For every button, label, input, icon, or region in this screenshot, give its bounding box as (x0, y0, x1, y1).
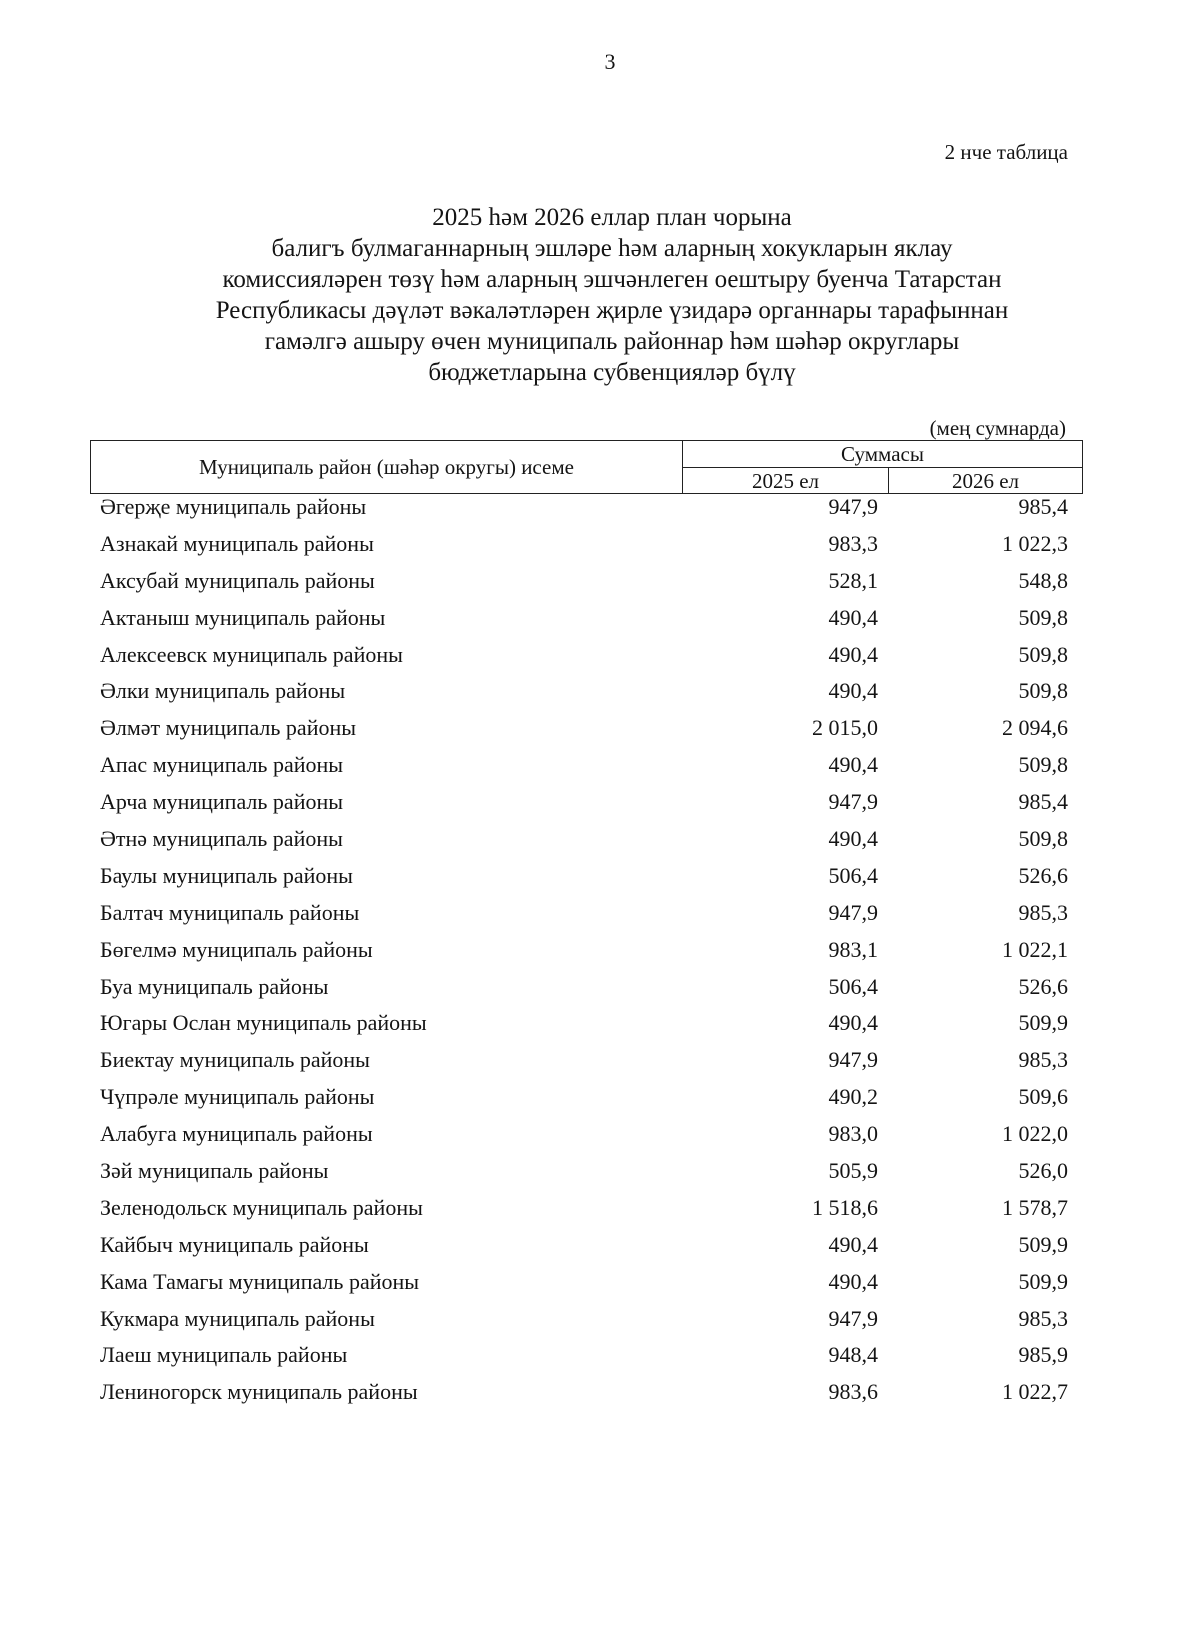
amount-2025: 947,9 (828, 1047, 878, 1073)
amount-2026: 509,8 (1018, 678, 1068, 704)
amount-2026: 509,8 (1018, 826, 1068, 852)
table-row (90, 789, 1082, 826)
amount-2025: 983,1 (828, 936, 878, 962)
amount-2026: 509,9 (1018, 1268, 1068, 1294)
amount-2026: 548,8 (1018, 567, 1068, 593)
amount-2025: 1 518,6 (812, 1194, 878, 1220)
table-body (90, 494, 1082, 1416)
amount-2025: 490,4 (828, 641, 878, 667)
table-row (90, 974, 1082, 1011)
table-row (90, 1379, 1082, 1416)
table-row (90, 826, 1082, 863)
table-row (90, 494, 1082, 531)
district-name: Лениногорск муниципаль районы (100, 1379, 418, 1405)
amount-2025: 490,4 (828, 752, 878, 778)
amount-2026: 1 578,7 (1002, 1194, 1068, 1220)
amount-2025: 490,4 (828, 1010, 878, 1036)
district-name: Кукмара муниципаль районы (100, 1305, 375, 1331)
amount-2026: 1 022,3 (1002, 530, 1068, 556)
table-row (90, 1084, 1082, 1121)
units-note: (мең сумнарда) (929, 416, 1066, 440)
district-name: Әлки муниципаль районы (100, 678, 346, 704)
table-row (90, 752, 1082, 789)
title-line: 2025 һәм 2026 еллар план чорына (432, 204, 792, 231)
amount-2026: 985,3 (1018, 1047, 1068, 1073)
district-name: Биектау муниципаль районы (100, 1047, 370, 1073)
amount-2025: 948,4 (828, 1342, 878, 1368)
table-row (90, 1306, 1082, 1343)
district-name: Азнакай муниципаль районы (100, 530, 374, 556)
amount-2025: 506,4 (828, 973, 878, 999)
district-name: Алабуга муниципаль районы (100, 1121, 373, 1147)
table-row (90, 1047, 1082, 1084)
amount-2026: 509,8 (1018, 641, 1068, 667)
amount-2026: 985,4 (1018, 494, 1068, 519)
district-name: Баулы муниципаль районы (100, 862, 353, 888)
table-row (90, 1010, 1082, 1047)
district-name: Әлмәт муниципаль районы (100, 715, 357, 741)
amount-2026: 985,9 (1018, 1342, 1068, 1368)
amount-2025: 490,4 (828, 1231, 878, 1257)
column-header-amount: Суммасы (683, 441, 1083, 468)
table-row (90, 1269, 1082, 1306)
table-row (90, 642, 1082, 679)
district-name: Югары Ослан муниципаль районы (100, 1010, 427, 1036)
amount-2026: 1 022,0 (1002, 1121, 1068, 1147)
table-row (90, 1342, 1082, 1379)
amount-2026: 1 022,7 (1002, 1379, 1068, 1405)
amount-2025: 490,4 (828, 604, 878, 630)
table-row (90, 1121, 1082, 1158)
district-name: Чүпрәле муниципаль районы (100, 1084, 375, 1110)
district-name: Актаныш муниципаль районы (100, 604, 386, 630)
amount-2025: 947,9 (828, 1305, 878, 1331)
amount-2025: 506,4 (828, 862, 878, 888)
amount-2026: 985,4 (1018, 789, 1068, 815)
amount-2026: 509,6 (1018, 1084, 1068, 1110)
amount-2026: 2 094,6 (1002, 715, 1068, 741)
district-name: Апас муниципаль районы (100, 752, 344, 778)
table-row (90, 1232, 1082, 1269)
district-name: Кама Тамагы муниципаль районы (100, 1268, 420, 1294)
title-line: балигъ булмаганнарның эшләре һәм аларның хокукларын яклау (271, 235, 953, 262)
title-line: гамәлгә ашыру өчен муниципаль районнар һәм шәһәр округлары (264, 328, 960, 355)
amount-2025: 2 015,0 (812, 715, 878, 741)
table-row (90, 715, 1082, 752)
table-row (90, 863, 1082, 900)
amount-2026: 526,6 (1018, 862, 1068, 888)
amount-2026: 509,8 (1018, 752, 1068, 778)
district-name: Лаеш муниципаль районы (100, 1342, 348, 1368)
table-row (90, 531, 1082, 568)
amount-2025: 490,4 (828, 678, 878, 704)
district-name: Бөгелмә муниципаль районы (100, 936, 373, 962)
district-name: Кайбыч муниципаль районы (100, 1231, 369, 1257)
amount-2026: 526,6 (1018, 973, 1068, 999)
title-line: комиссияләрен төзү һәм аларның эшчәнлеген оештыру буенча Татарстан (222, 266, 1002, 293)
amount-2025: 947,9 (828, 789, 878, 815)
district-name: Зеленодольск муниципаль районы (100, 1194, 423, 1220)
district-name: Буа муниципаль районы (100, 973, 329, 999)
table-header (90, 440, 1083, 494)
column-header-2025: 2025 ел (683, 468, 889, 494)
amount-2026: 985,3 (1018, 1305, 1068, 1331)
title-line: Республикасы дәүләт вәкаләтләрен җирле үзидарә органнары тарафыннан (215, 297, 1009, 324)
amount-2025: 490,4 (828, 826, 878, 852)
district-name: Балтач муниципаль районы (100, 899, 360, 925)
district-name: Алексеевск муниципаль районы (100, 641, 403, 667)
table-row (90, 605, 1082, 642)
table-row (90, 900, 1082, 937)
title-line: бюджетларына субвенцияләр бүлү (428, 359, 796, 386)
document-title (112, 202, 1112, 388)
amount-2025: 983,3 (828, 530, 878, 556)
amount-2025: 947,9 (828, 494, 878, 519)
amount-2026: 1 022,1 (1002, 936, 1068, 962)
district-name: Әгерҗе муниципаль районы (100, 494, 367, 519)
amount-2026: 509,8 (1018, 604, 1068, 630)
district-name: Зәй муниципаль районы (100, 1158, 329, 1184)
amount-2025: 528,1 (828, 567, 878, 593)
table-row (90, 568, 1082, 605)
amount-2025: 947,9 (828, 899, 878, 925)
table-row (90, 1158, 1082, 1195)
table-row (90, 1195, 1082, 1232)
column-header-name: Муниципаль район (шәһәр округы) исеме (91, 441, 683, 494)
table-label: 2 нче таблица (944, 140, 1068, 164)
amount-2026: 526,0 (1018, 1158, 1068, 1184)
column-header-2026: 2026 ел (889, 468, 1083, 494)
table-row (90, 937, 1082, 974)
district-name: Әтнә муниципаль районы (100, 826, 343, 852)
amount-2025: 490,2 (828, 1084, 878, 1110)
table-row (90, 678, 1082, 715)
amount-2025: 505,9 (828, 1158, 878, 1184)
amount-2025: 490,4 (828, 1268, 878, 1294)
amount-2026: 985,3 (1018, 899, 1068, 925)
amount-2026: 509,9 (1018, 1231, 1068, 1257)
amount-2025: 983,6 (828, 1379, 878, 1405)
amount-2025: 983,0 (828, 1121, 878, 1147)
amount-2026: 509,9 (1018, 1010, 1068, 1036)
page-number: 3 (604, 49, 616, 74)
district-name: Аксубай муниципаль районы (100, 567, 375, 593)
district-name: Арча муниципаль районы (100, 789, 344, 815)
